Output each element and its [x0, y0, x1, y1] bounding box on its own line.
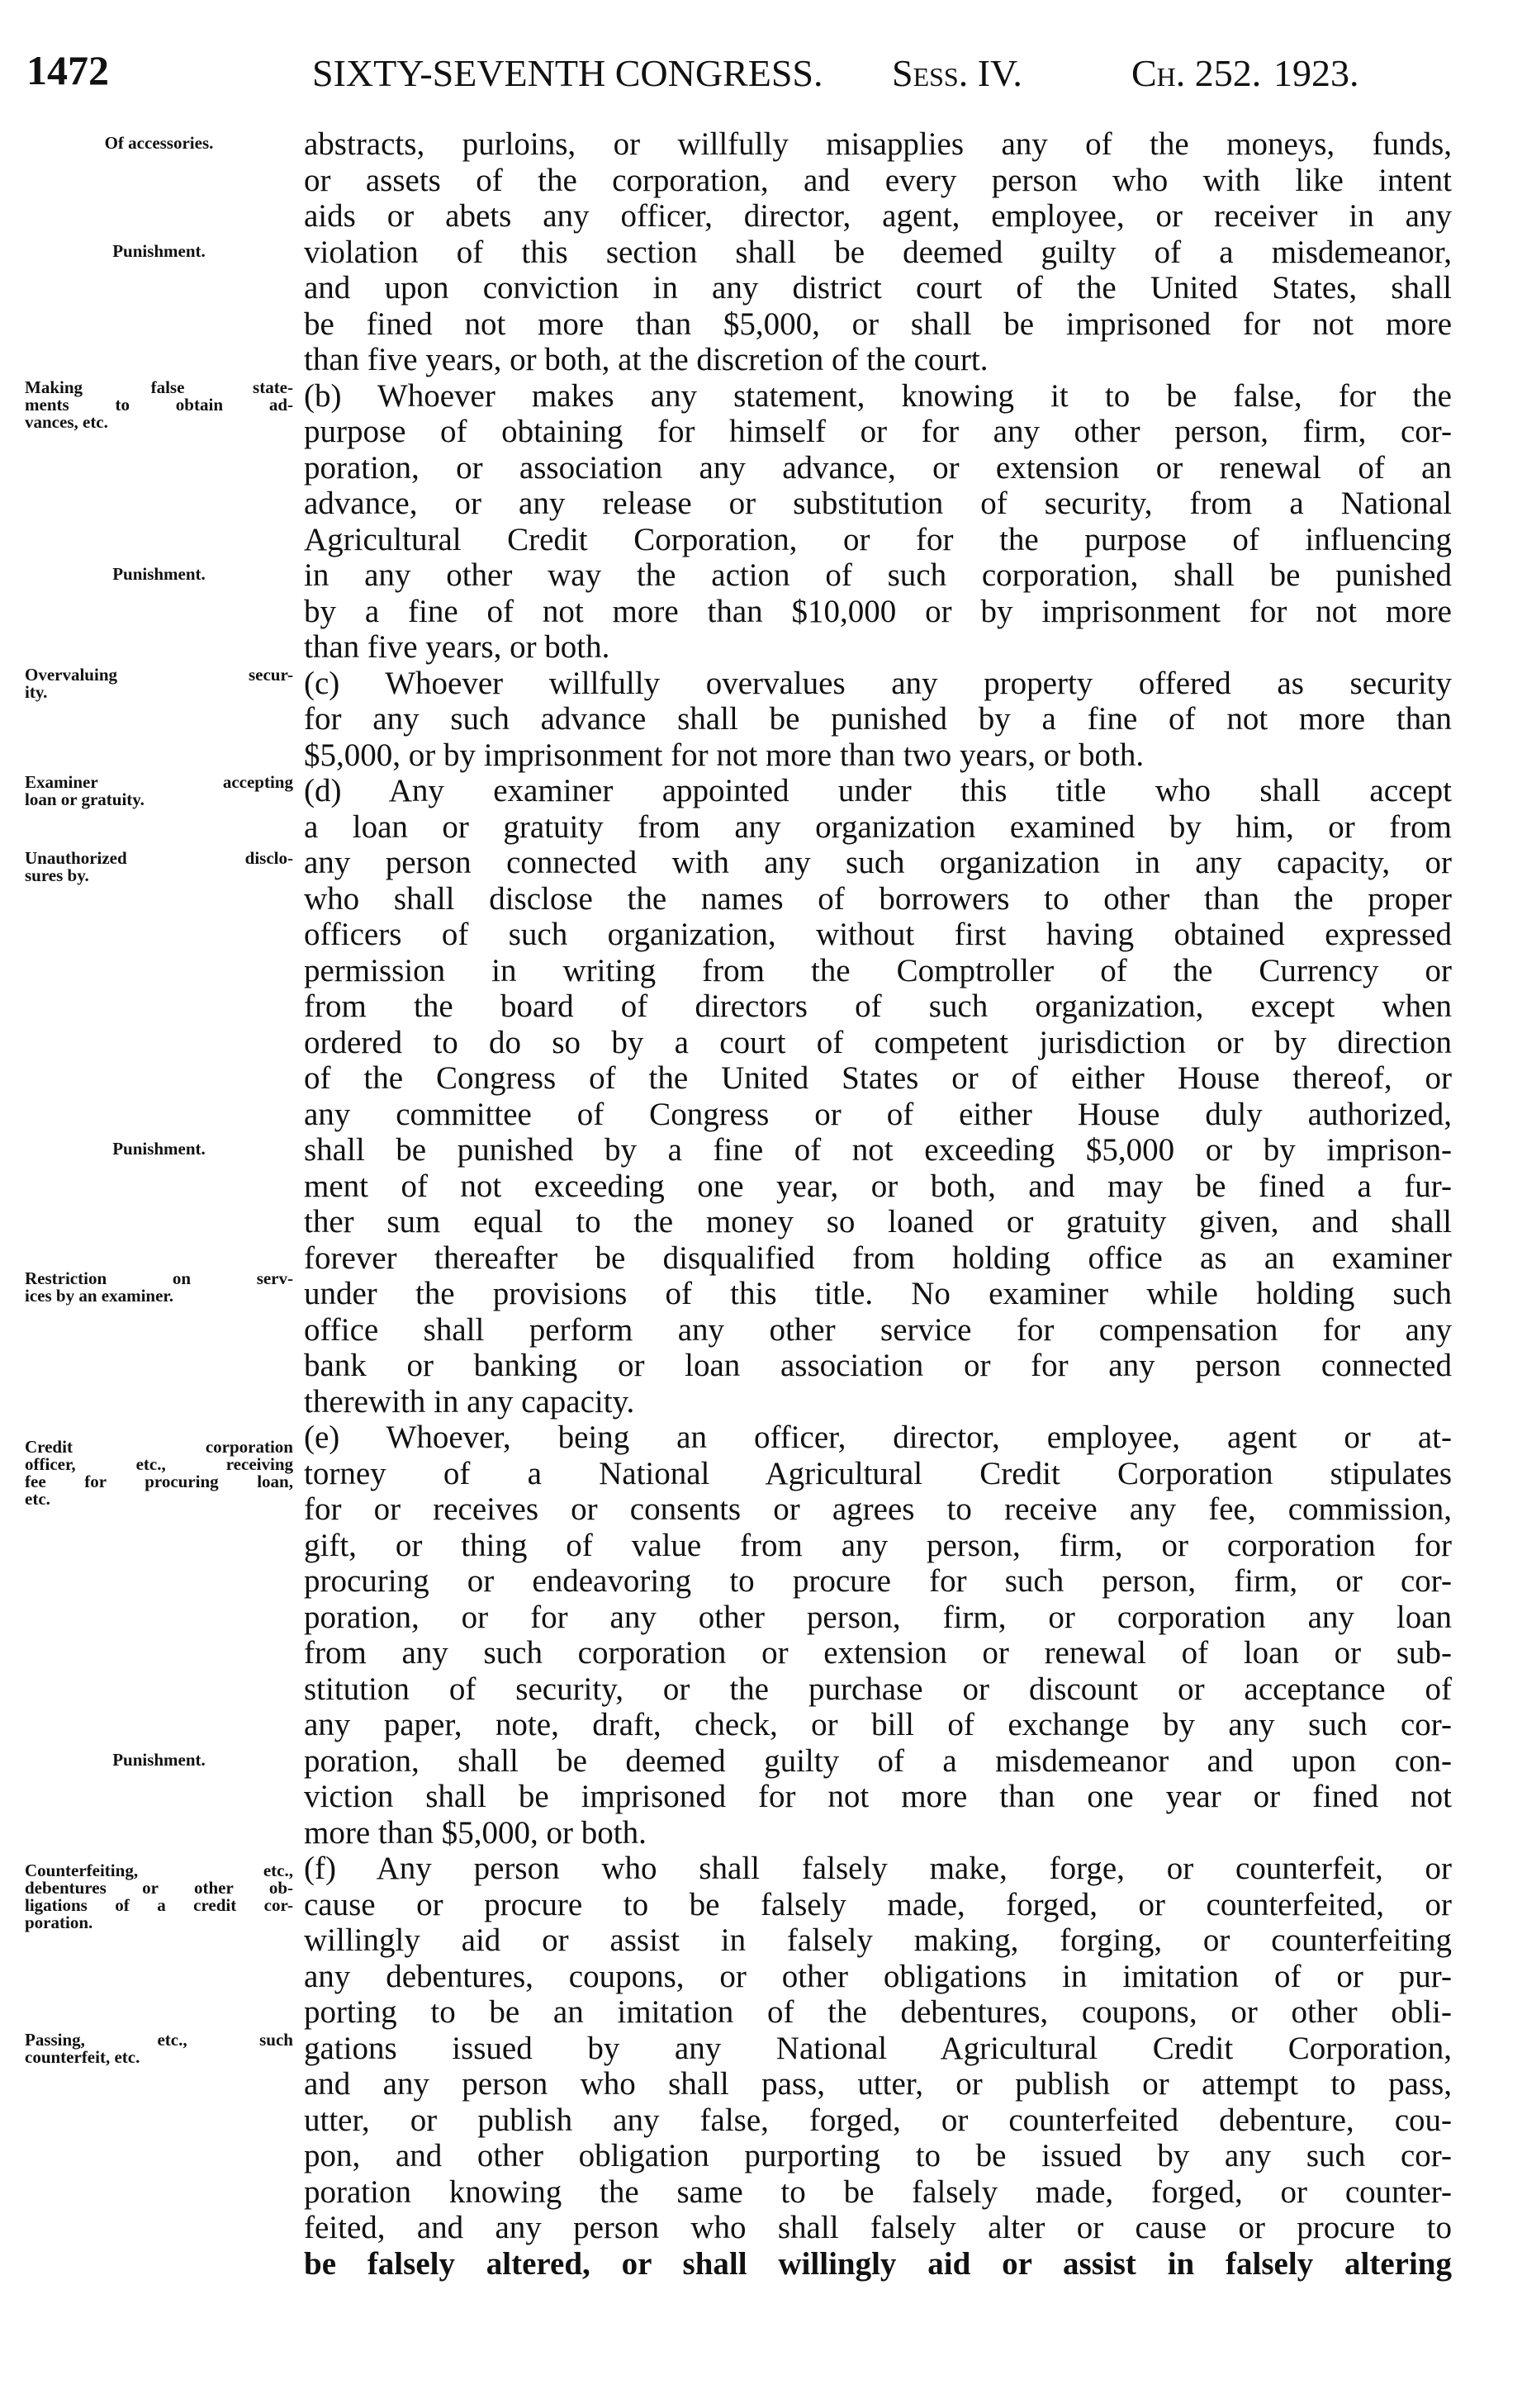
text-line: Agricultural Credit Corporation, or for the purpose of influencing [304, 521, 1452, 557]
text-line: (b) Whoever makes any statement, knowing it to be false, for the [304, 377, 1452, 414]
text-line: gift, or thing of value from any person, firm, or corporation for [304, 1527, 1452, 1563]
text-line: who shall disclose the names of borrowers to other than the proper [304, 880, 1452, 917]
text-line: viction shall be imprisoned for not more than one year or fined not [304, 1779, 1452, 1814]
margin-note-line: Punishment. [112, 1139, 206, 1159]
margin-note-line: Credit corporation [25, 1437, 293, 1458]
text-line: permission in writing from the Comptroller of the Currency or [304, 952, 1452, 988]
text-line: advance, or any release or substitution of security, from a National [304, 486, 1452, 521]
margin-note-line: fee for procuring loan, [25, 1472, 293, 1492]
margin-note [25, 2031, 293, 2066]
margin-note-line: Of accessories. [104, 133, 214, 153]
margin-note-line: Making false state- [25, 377, 293, 397]
text-line: than five years, or both, at the discretion of the court. [304, 342, 989, 377]
text-line: from the board of directors of such organization, except when [304, 988, 1452, 1024]
margin-note [25, 666, 293, 701]
margin-note [25, 1439, 293, 1508]
text-line: any committee of Congress or of either House duly authorized, [304, 1096, 1452, 1132]
text-line: stitution of security, or the purchase or discount or acceptance of [304, 1671, 1452, 1707]
text-line: violation of this section shall be deemed guilty of a misdemeanor, [304, 234, 1452, 270]
margin-note-line: Restriction on serv- [25, 1268, 293, 1288]
text-line: willingly aid or assist in falsely making, forging, or counterfeiting [304, 1922, 1452, 1958]
margin-note [25, 774, 293, 808]
page-number: 1472 [26, 47, 109, 93]
text-line: be falsely altered, or shall willingly aid or assist in falsely altering [304, 2245, 1452, 2282]
text-line: $5,000, or by imprisonment for not more than two years, or both. [304, 737, 1145, 773]
text-line: officers of such organization, without first having obtained expressed [304, 917, 1452, 952]
text-line: any paper, note, draft, check, or bill of exchange by any such cor- [304, 1707, 1452, 1742]
text-line: shall be punished by a fine of not exceeding $5,000 or by imprison- [304, 1132, 1452, 1168]
margin-note-line: ity. [25, 681, 48, 702]
margin-note-line: ices by an examiner. [25, 1285, 174, 1306]
text-line: bank or banking or loan association or for any person connected [304, 1348, 1452, 1383]
text-line: pon, and other obligation purporting to be issued by any such cor- [304, 2138, 1452, 2173]
margin-note-line: Passing, etc., such [25, 2029, 293, 2050]
text-line: and upon conviction in any district court of the United States, shall [304, 270, 1452, 306]
margin-note-line: Punishment. [112, 240, 206, 261]
text-line: poration, or association any advance, or extension or renewal of an [304, 449, 1452, 486]
text-line: of the Congress of the United States or of either House thereof, or [304, 1060, 1452, 1096]
margin-note-line: loan or gratuity. [25, 789, 145, 810]
margin-note-line: officer, etc., receiving [25, 1454, 293, 1475]
margin-note-line: sures by. [25, 865, 89, 885]
text-line: or assets of the corporation, and every person who with like intent [304, 162, 1452, 198]
margin-note [25, 240, 293, 261]
text-line: gations issued by any National Agricultural Credit Corporation, [304, 2030, 1452, 2066]
text-line: (e) Whoever, being an officer, director, employee, agent or at- [304, 1420, 1452, 1455]
text-line: poration knowing the same to be falsely made, forged, or counter- [304, 2173, 1452, 2210]
text-line: be fined not more than $5,000, or shall be imprisoned for not more [304, 306, 1452, 342]
text-line: ordered to do so by a court of competent jurisdiction or by direction [304, 1024, 1452, 1060]
text-line: torney of a National Agricultural Credit Corporation stipulates [304, 1455, 1452, 1491]
text-line: by a fine of not more than $10,000 or by imprisonment for not more [304, 593, 1452, 629]
margin-note [25, 1140, 293, 1158]
margin-note [25, 847, 293, 885]
margin-note [25, 566, 293, 583]
margin-note [25, 379, 293, 431]
text-line: (d) Any examiner appointed under this title who shall accept [304, 773, 1452, 808]
text-line: more than $5,000, or both. [304, 1814, 647, 1851]
margin-note-line: Unauthorized disclo- [25, 847, 293, 868]
text-line: aids or abets any officer, director, agent, employee, or receiver in any [304, 198, 1452, 234]
text-line: cause or procure to be falsely made, forged, or counterfeited, or [304, 1886, 1452, 1922]
margin-note-line: Overvaluing secur- [25, 664, 293, 685]
margin-note-line: Punishment. [112, 564, 206, 584]
margin-note [25, 1270, 293, 1305]
text-line: utter, or publish any false, forged, or counterfeited debenture, cou- [304, 2102, 1452, 2138]
text-line: for or receives or consents or agrees to receive any fee, commission, [304, 1491, 1452, 1527]
text-line: a loan or gratuity from any organization examined by him, or from [304, 808, 1452, 845]
text-line: (f) Any person who shall falsely make, forge, or counterfeit, or [304, 1851, 1452, 1886]
margin-note-line: Punishment. [112, 1749, 206, 1770]
text-line: purpose of obtaining for himself or for any other person, firm, cor- [304, 414, 1452, 449]
margin-note-line: debentures or other ob- [25, 1878, 293, 1898]
margin-note-line: etc. [25, 1489, 50, 1510]
header-chapter: Ch. 252. [1131, 52, 1262, 94]
margin-note [25, 1751, 293, 1769]
text-line: feited, and any person who shall falsely alter or cause or procure to [304, 2210, 1452, 2245]
margin-note-line: Counterfeiting, etc., [25, 1861, 293, 1881]
text-line: (c) Whoever willfully overvalues any property offered as security [304, 665, 1452, 701]
text-line: and any person who shall pass, utter, or publish or attempt to pass, [304, 2066, 1452, 2102]
margin-note [25, 1862, 293, 1932]
margin-note-line: vances, etc. [25, 411, 108, 432]
header-year: 1923. [1273, 52, 1359, 94]
text-line: poration, or for any other person, firm, or corporation any loan [304, 1599, 1452, 1635]
text-line: any person connected with any such organization in any capacity, or [304, 845, 1452, 880]
margin-note-line: Examiner accepting [25, 772, 293, 793]
text-line: procuring or endeavoring to procure for such person, firm, or cor- [304, 1563, 1452, 1599]
text-line: ment of not exceeding one year, or both, and may be fined a fur- [304, 1168, 1452, 1204]
text-line: therewith in any capacity. [304, 1383, 635, 1420]
text-line: in any other way the action of such corporation, shall be punished [304, 557, 1452, 593]
running-header [0, 47, 1522, 101]
text-line: for any such advance shall be punished by a fine of not more than [304, 701, 1452, 737]
header-session: Sess. IV. [892, 52, 1022, 94]
header-title: SIXTY-SEVENTH CONGRESS. [312, 52, 823, 94]
text-line: under the provisions of this title. No examiner while holding such [304, 1276, 1452, 1311]
text-line: porting to be an imitation of the debentures, coupons, or other obli- [304, 1994, 1452, 2030]
margin-note [25, 135, 293, 152]
margin-note-line: ments to obtain ad- [25, 394, 293, 415]
text-line: office shall perform any other service for compensation for any [304, 1311, 1452, 1348]
text-line: poration, shall be deemed guilty of a misdemeanor and upon con- [304, 1742, 1452, 1779]
text-line: any debentures, coupons, or other obligations in imitation of or pur- [304, 1958, 1452, 1994]
text-line: than five years, or both. [304, 629, 610, 665]
margin-note-line: poration. [25, 1913, 93, 1933]
margin-note-line: counterfeit, etc. [25, 2046, 140, 2067]
text-line: abstracts, purloins, or willfully misapplies any of the moneys, funds, [304, 126, 1452, 162]
margin-note-line: ligations of a credit cor- [25, 1895, 293, 1916]
text-line: forever thereafter be disqualified from holding office as an examiner [304, 1240, 1452, 1276]
text-line: from any such corporation or extension or renewal of loan or sub- [304, 1635, 1452, 1671]
text-line: ther sum equal to the money so loaned or gratuity given, and shall [304, 1204, 1452, 1240]
